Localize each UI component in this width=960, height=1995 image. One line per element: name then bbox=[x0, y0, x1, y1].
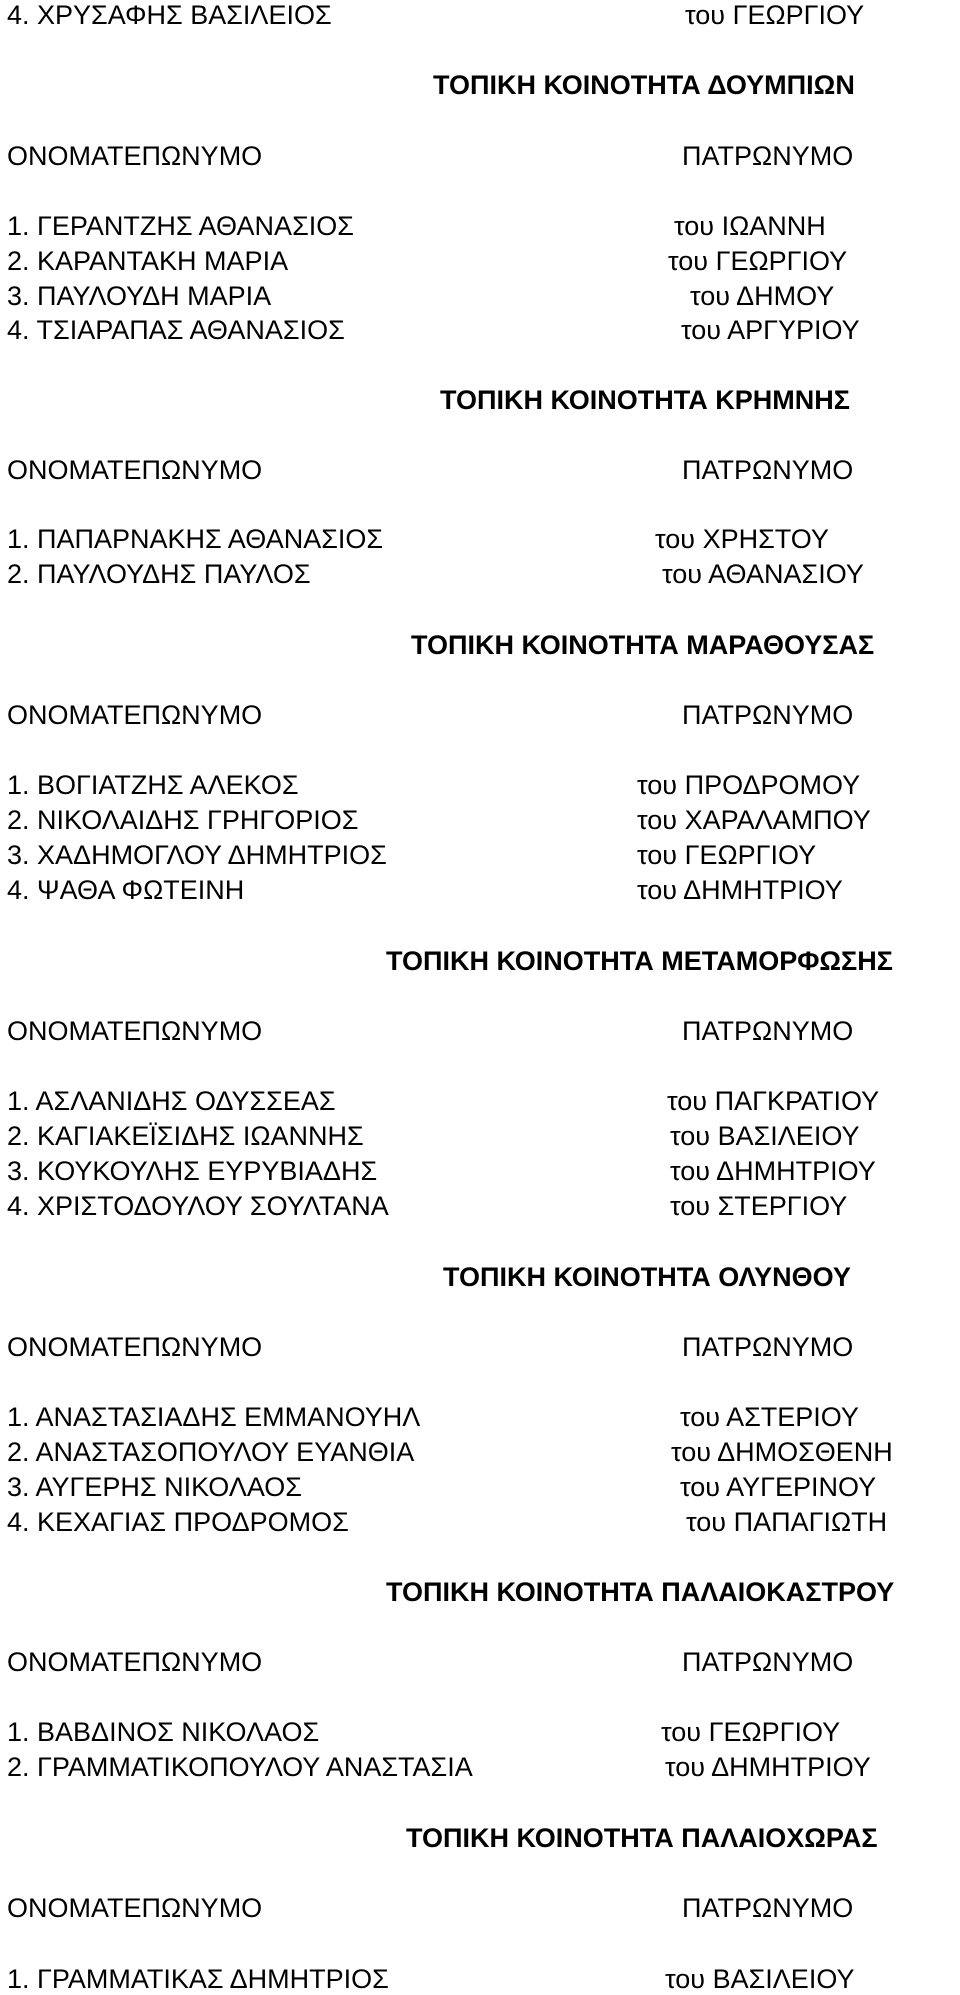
list-item-patronymic: του ΔΗΜΟΥ bbox=[690, 281, 835, 311]
list-item-patronymic: του ΔΗΜΗΤΡΙΟΥ bbox=[670, 1156, 876, 1186]
list-item-patronymic: του ΓΕΩΡΓΙΟΥ bbox=[637, 840, 817, 870]
list-item-patronymic: του ΓΕΩΡΓΙΟΥ bbox=[661, 1717, 841, 1747]
list-item-patronymic: του ΧΑΡΑΛΑΜΠΟΥ bbox=[637, 805, 871, 835]
list-item-patronymic: του ΒΑΣΙΛΕΙΟΥ bbox=[665, 1964, 855, 1994]
column-header-name: ΟΝΟΜΑΤΕΠΩΝΥΜΟ bbox=[7, 1016, 263, 1046]
list-item-name: 2. ΚΑΡΑΝΤΑΚΗ ΜΑΡΙΑ bbox=[7, 246, 289, 276]
list-item-name: 4. ΧΡΙΣΤΟΔΟΥΛΟΥ ΣΟΥΛΤΑΝΑ bbox=[7, 1191, 389, 1221]
list-item-name: 3. ΧΑΔΗΜΟΓΛΟΥ ΔΗΜΗΤΡΙΟΣ bbox=[7, 840, 387, 870]
list-item-name: 4. ΨΑΘΑ ΦΩΤΕΙΝΗ bbox=[7, 875, 245, 905]
list-item-name: 1. ΑΣΛΑΝΙΔΗΣ ΟΔΥΣΣΕΑΣ bbox=[7, 1086, 336, 1116]
list-item-name: 2. ΠΑΥΛΟΥΔΗΣ ΠΑΥΛΟΣ bbox=[7, 559, 311, 589]
list-item-patronymic: του ΔΗΜΗΤΡΙΟΥ bbox=[637, 875, 843, 905]
list-item-name: 1. ΓΡΑΜΜΑΤΙΚΑΣ ΔΗΜΗΤΡΙΟΣ bbox=[7, 1964, 389, 1994]
section-title: ΤΟΠΙΚΗ ΚΟΙΝΟΤΗΤΑ ΜΑΡΑΘΟΥΣΑΣ bbox=[411, 630, 875, 660]
list-item-patronymic: του ΑΣΤΕΡΙΟΥ bbox=[680, 1402, 859, 1432]
section-title: ΤΟΠΙΚΗ ΚΟΙΝΟΤΗΤΑ ΚΡΗΜΝΗΣ bbox=[440, 385, 850, 415]
list-item-patronymic: του ΑΥΓΕΡΙΝΟΥ bbox=[680, 1472, 877, 1502]
list-item-patronymic: του ΠΑΠΑΓΙΩΤΗ bbox=[686, 1507, 888, 1537]
list-item-patronymic: του ΧΡΗΣΤΟΥ bbox=[655, 524, 829, 554]
list-item-patronymic: του ΙΩΑΝΝΗ bbox=[674, 211, 826, 241]
section-title: ΤΟΠΙΚΗ ΚΟΙΝΟΤΗΤΑ ΠΑΛΑΙΟΚΑΣΤΡΟΥ bbox=[386, 1577, 895, 1607]
column-header-patronymic: ΠΑΤΡΩΝΥΜΟ bbox=[682, 700, 854, 730]
list-item-name: 1. ΑΝΑΣΤΑΣΙΑΔΗΣ ΕΜΜΑΝΟΥΗΛ bbox=[7, 1402, 421, 1432]
column-header-name: ΟΝΟΜΑΤΕΠΩΝΥΜΟ bbox=[7, 700, 263, 730]
list-item-patronymic: του ΓΕΩΡΓΙΟΥ bbox=[685, 0, 865, 30]
column-header-name: ΟΝΟΜΑΤΕΠΩΝΥΜΟ bbox=[7, 1893, 263, 1923]
column-header-patronymic: ΠΑΤΡΩΝΥΜΟ bbox=[682, 141, 854, 171]
column-header-patronymic: ΠΑΤΡΩΝΥΜΟ bbox=[682, 1332, 854, 1362]
column-header-patronymic: ΠΑΤΡΩΝΥΜΟ bbox=[682, 1016, 854, 1046]
section-title: ΤΟΠΙΚΗ ΚΟΙΝΟΤΗΤΑ ΔΟΥΜΠΙΩΝ bbox=[433, 70, 855, 100]
list-item-name: 2. ΚΑΓΙΑΚΕΪΣΙΔΗΣ ΙΩΑΝΝΗΣ bbox=[7, 1121, 364, 1151]
list-item-patronymic: του ΔΗΜΗΤΡΙΟΥ bbox=[665, 1752, 871, 1782]
list-item-name: 1. ΠΑΠΑΡΝΑΚΗΣ ΑΘΑΝΑΣΙΟΣ bbox=[7, 524, 384, 554]
list-item-patronymic: του ΔΗΜΟΣΘΕΝΗ bbox=[671, 1437, 893, 1467]
list-item-name: 3. ΠΑΥΛΟΥΔΗ ΜΑΡΙΑ bbox=[7, 281, 272, 311]
section-title: ΤΟΠΙΚΗ ΚΟΙΝΟΤΗΤΑ ΜΕΤΑΜΟΡΦΩΣΗΣ bbox=[386, 946, 893, 976]
list-item-patronymic: του ΠΡΟΔΡΟΜΟΥ bbox=[637, 770, 861, 800]
list-item-patronymic: του ΓΕΩΡΓΙΟΥ bbox=[668, 246, 848, 276]
column-header-patronymic: ΠΑΤΡΩΝΥΜΟ bbox=[682, 1893, 854, 1923]
list-item-name: 2. ΓΡΑΜΜΑΤΙΚΟΠΟΥΛΟΥ ΑΝΑΣΤΑΣΙΑ bbox=[7, 1752, 473, 1782]
list-item-name: 4. ΚΕΧΑΓΙΑΣ ΠΡΟΔΡΟΜΟΣ bbox=[7, 1507, 349, 1537]
section-title: ΤΟΠΙΚΗ ΚΟΙΝΟΤΗΤΑ ΠΑΛΑΙΟΧΩΡΑΣ bbox=[406, 1823, 878, 1853]
column-header-patronymic: ΠΑΤΡΩΝΥΜΟ bbox=[682, 1647, 854, 1677]
list-item-name: 1. ΓΕΡΑΝΤΖΗΣ ΑΘΑΝΑΣΙΟΣ bbox=[7, 211, 354, 241]
list-item-patronymic: του ΠΑΓΚΡΑΤΙΟΥ bbox=[667, 1086, 880, 1116]
column-header-patronymic: ΠΑΤΡΩΝΥΜΟ bbox=[682, 455, 854, 485]
column-header-name: ΟΝΟΜΑΤΕΠΩΝΥΜΟ bbox=[7, 1332, 263, 1362]
column-header-name: ΟΝΟΜΑΤΕΠΩΝΥΜΟ bbox=[7, 1647, 263, 1677]
list-item-name: 3. ΑΥΓΕΡΗΣ ΝΙΚΟΛΑΟΣ bbox=[7, 1472, 302, 1502]
list-item-patronymic: του ΑΘΑΝΑΣΙΟΥ bbox=[662, 559, 864, 589]
list-item-patronymic: του ΣΤΕΡΓΙΟΥ bbox=[670, 1191, 848, 1221]
list-item-name: 2. ΑΝΑΣΤΑΣΟΠΟΥΛΟΥ ΕΥΑΝΘΙΑ bbox=[7, 1437, 415, 1467]
list-item-name: 1. ΒΑΒΔΙΝΟΣ ΝΙΚΟΛΑΟΣ bbox=[7, 1717, 320, 1747]
list-item-name: 3. ΚΟΥΚΟΥΛΗΣ ΕΥΡΥΒΙΑΔΗΣ bbox=[7, 1156, 378, 1186]
list-item-patronymic: του ΑΡΓΥΡΙΟΥ bbox=[681, 315, 860, 345]
list-item-patronymic: του ΒΑΣΙΛΕΙΟΥ bbox=[670, 1121, 860, 1151]
section-title: ΤΟΠΙΚΗ ΚΟΙΝΟΤΗΤΑ ΟΛΥΝΘΟΥ bbox=[443, 1262, 851, 1292]
list-item-name: 2. ΝΙΚΟΛΑΙΔΗΣ ΓΡΗΓΟΡΙΟΣ bbox=[7, 805, 359, 835]
column-header-name: ΟΝΟΜΑΤΕΠΩΝΥΜΟ bbox=[7, 455, 263, 485]
list-item-name: 1. ΒΟΓΙΑΤΖΗΣ ΑΛΕΚΟΣ bbox=[7, 770, 299, 800]
list-item-name: 4. ΧΡΥΣΑΦΗΣ ΒΑΣΙΛΕΙΟΣ bbox=[7, 0, 332, 30]
list-item-name: 4. ΤΣΙΑΡΑΠΑΣ ΑΘΑΝΑΣΙΟΣ bbox=[7, 315, 345, 345]
column-header-name: ΟΝΟΜΑΤΕΠΩΝΥΜΟ bbox=[7, 141, 263, 171]
